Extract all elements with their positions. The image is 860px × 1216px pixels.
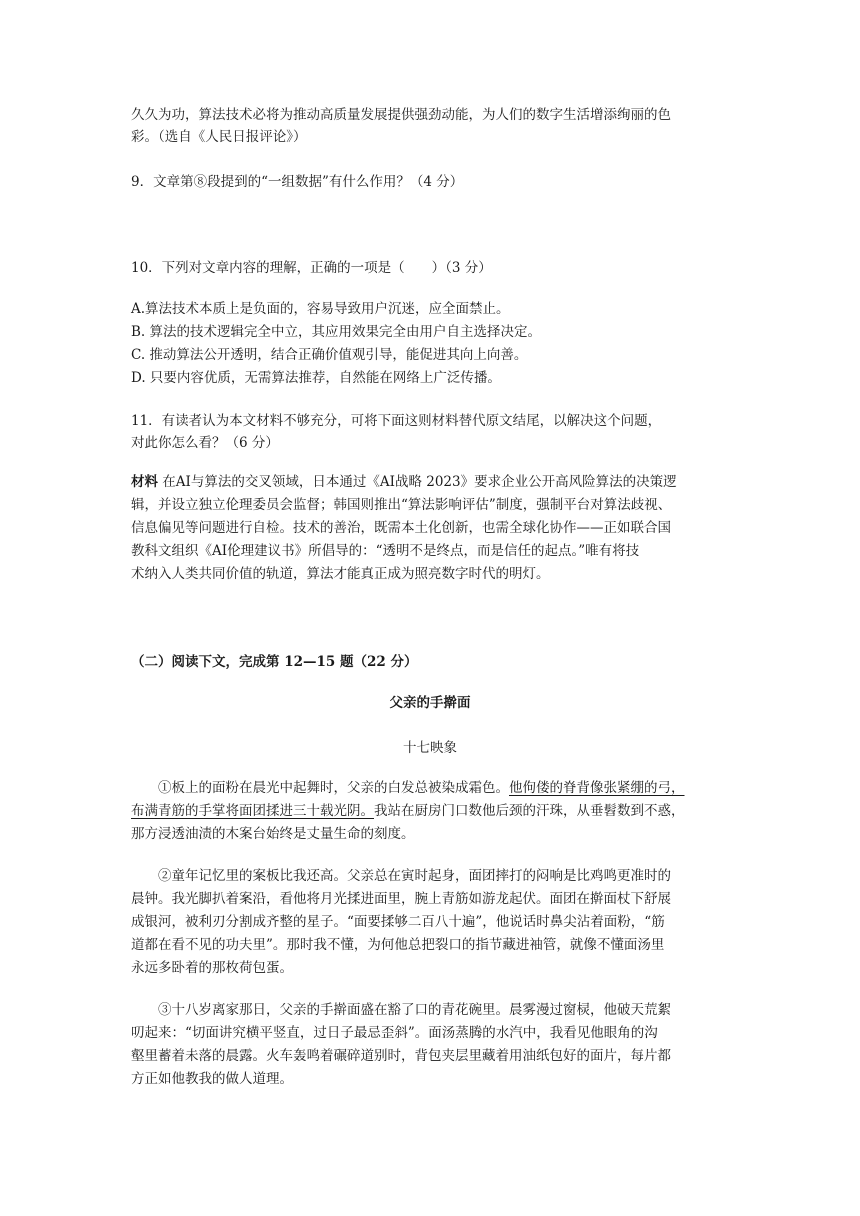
question-10-option-b: B. 算法的技术逻辑完全中立，其应用效果完全由用户自主选择决定。	[131, 324, 542, 340]
material-line-4: 教科文组织《AI伦理建议书》所倡导的：“透明不是终点，而是信任的起点。”唯有将技	[131, 543, 640, 559]
paragraph-2-line-2: 晨钟。我光脚扒着案沿，看他将月光揉进面里，腕上青筋如游龙起伏。面团在擀面杖下舒展	[131, 891, 671, 907]
article-title: 父亲的手擀面	[389, 695, 471, 711]
material-label: 材料	[131, 474, 158, 490]
question-9: 9．文章第⑧段提到的“一组数据”有什么作用？（4 分）	[131, 174, 464, 190]
paragraph-2-line-3: 成银河，被利刃分割成齐整的星子。“面要揉够二百八十遍”，他说话时鼻尖沾着面粉，“筋	[131, 914, 665, 930]
intro-line-2: 彩。（选自《人民日报评论》）	[131, 129, 307, 145]
paragraph-3-line-3: 壑里蓄着未落的晨露。火车轰鸣着碾碎道别时，背包夹层里藏着用油纸包好的面片，每片都	[131, 1048, 671, 1064]
paragraph-3-line-4: 方正如他教我的做人道理。	[131, 1071, 293, 1087]
paragraph-3-line-2: 叨起来：“切面讲究横平竖直，过日子最忌歪斜”。面汤蒸腾的水汽中，我看见他眼角的沟	[131, 1025, 658, 1041]
paragraph-1-text-a: ①板上的面粉在晨光中起舞时，父亲的白发总被染成霜色。	[158, 780, 509, 796]
material-line-3: 信息偏见等问题进行自检。技术的善治，既需本土化创新，也需全球化协作——正如联合国	[131, 520, 671, 536]
paragraph-1-underlined-b: 布满青筋的手掌将面团揉进三十载光阴。	[131, 803, 374, 819]
question-10-stem: 10．下列对文章内容的理解，正确的一项是（ ）（3 分）	[131, 260, 492, 276]
material-line-1	[131, 473, 677, 491]
paragraph-1-underlined-a: 他佝偻的脊背像张紧绷的弓，	[509, 780, 685, 796]
paragraph-1-line-2	[131, 802, 685, 820]
material-text-1: 在AI与算法的交叉领域，日本通过《AI战略 2023》要求企业公开高风险算法的决策逻	[162, 474, 677, 490]
section-2-heading: （二）阅读下文，完成第 12—15 题（22 分）	[131, 654, 418, 670]
question-11-line-2: 对此你怎么看？（6 分）	[131, 435, 279, 451]
paragraph-1-line-1	[158, 779, 685, 797]
material-line-2: 辑，并设立独立伦理委员会监督；韩国则推出“算法影响评估”制度，强制平台对算法歧视、	[131, 497, 672, 513]
paragraph-1-text-b: 我站在厨房门口数他后颈的汗珠，从垂髫数到不惑，	[374, 803, 685, 819]
paragraph-2-line-1: ②童年记忆里的案板比我还高。父亲总在寅时起身，面团摔打的闷响是比鸡鸣更准时的	[158, 868, 671, 884]
paragraph-2-line-4: 道都在看不见的功夫里”。那时我不懂，为何他总把裂口的指节藏进袖管，就像不懂面汤里	[131, 937, 665, 953]
paragraph-1-line-3: 那方浸透油渍的木案台始终是丈量生命的刻度。	[131, 826, 415, 842]
question-10-option-c: C. 推动算法公开透明，结合正确价值观引导，能促进其向上向善。	[131, 347, 528, 363]
question-10-option-a: A.算法技术本质上是负面的，容易导致用户沉迷，应全面禁止。	[131, 301, 510, 317]
paragraph-3-line-1: ③十八岁离家那日，父亲的手擀面盛在豁了口的青花碗里。晨雾漫过窗棂，他破天荒絮	[158, 1002, 671, 1018]
paragraph-2-line-5: 永远多卧着的那枚荷包蛋。	[131, 960, 293, 976]
intro-line-1: 久久为功，算法技术必将为推动高质量发展提供强劲动能，为人们的数字生活增添绚丽的色	[131, 107, 671, 123]
question-11-line-1: 11．有读者认为本文材料不够充分，可将下面这则材料替代原文结尾，以解决这个问题，	[131, 413, 662, 429]
article-author: 十七映象	[403, 740, 457, 756]
question-10-option-d: D. 只要内容优质，无需算法推荐，自然能在网络上广泛传播。	[131, 370, 501, 386]
material-line-5: 术纳入人类共同价值的轨道，算法才能真正成为照亮数字时代的明灯。	[131, 566, 550, 582]
